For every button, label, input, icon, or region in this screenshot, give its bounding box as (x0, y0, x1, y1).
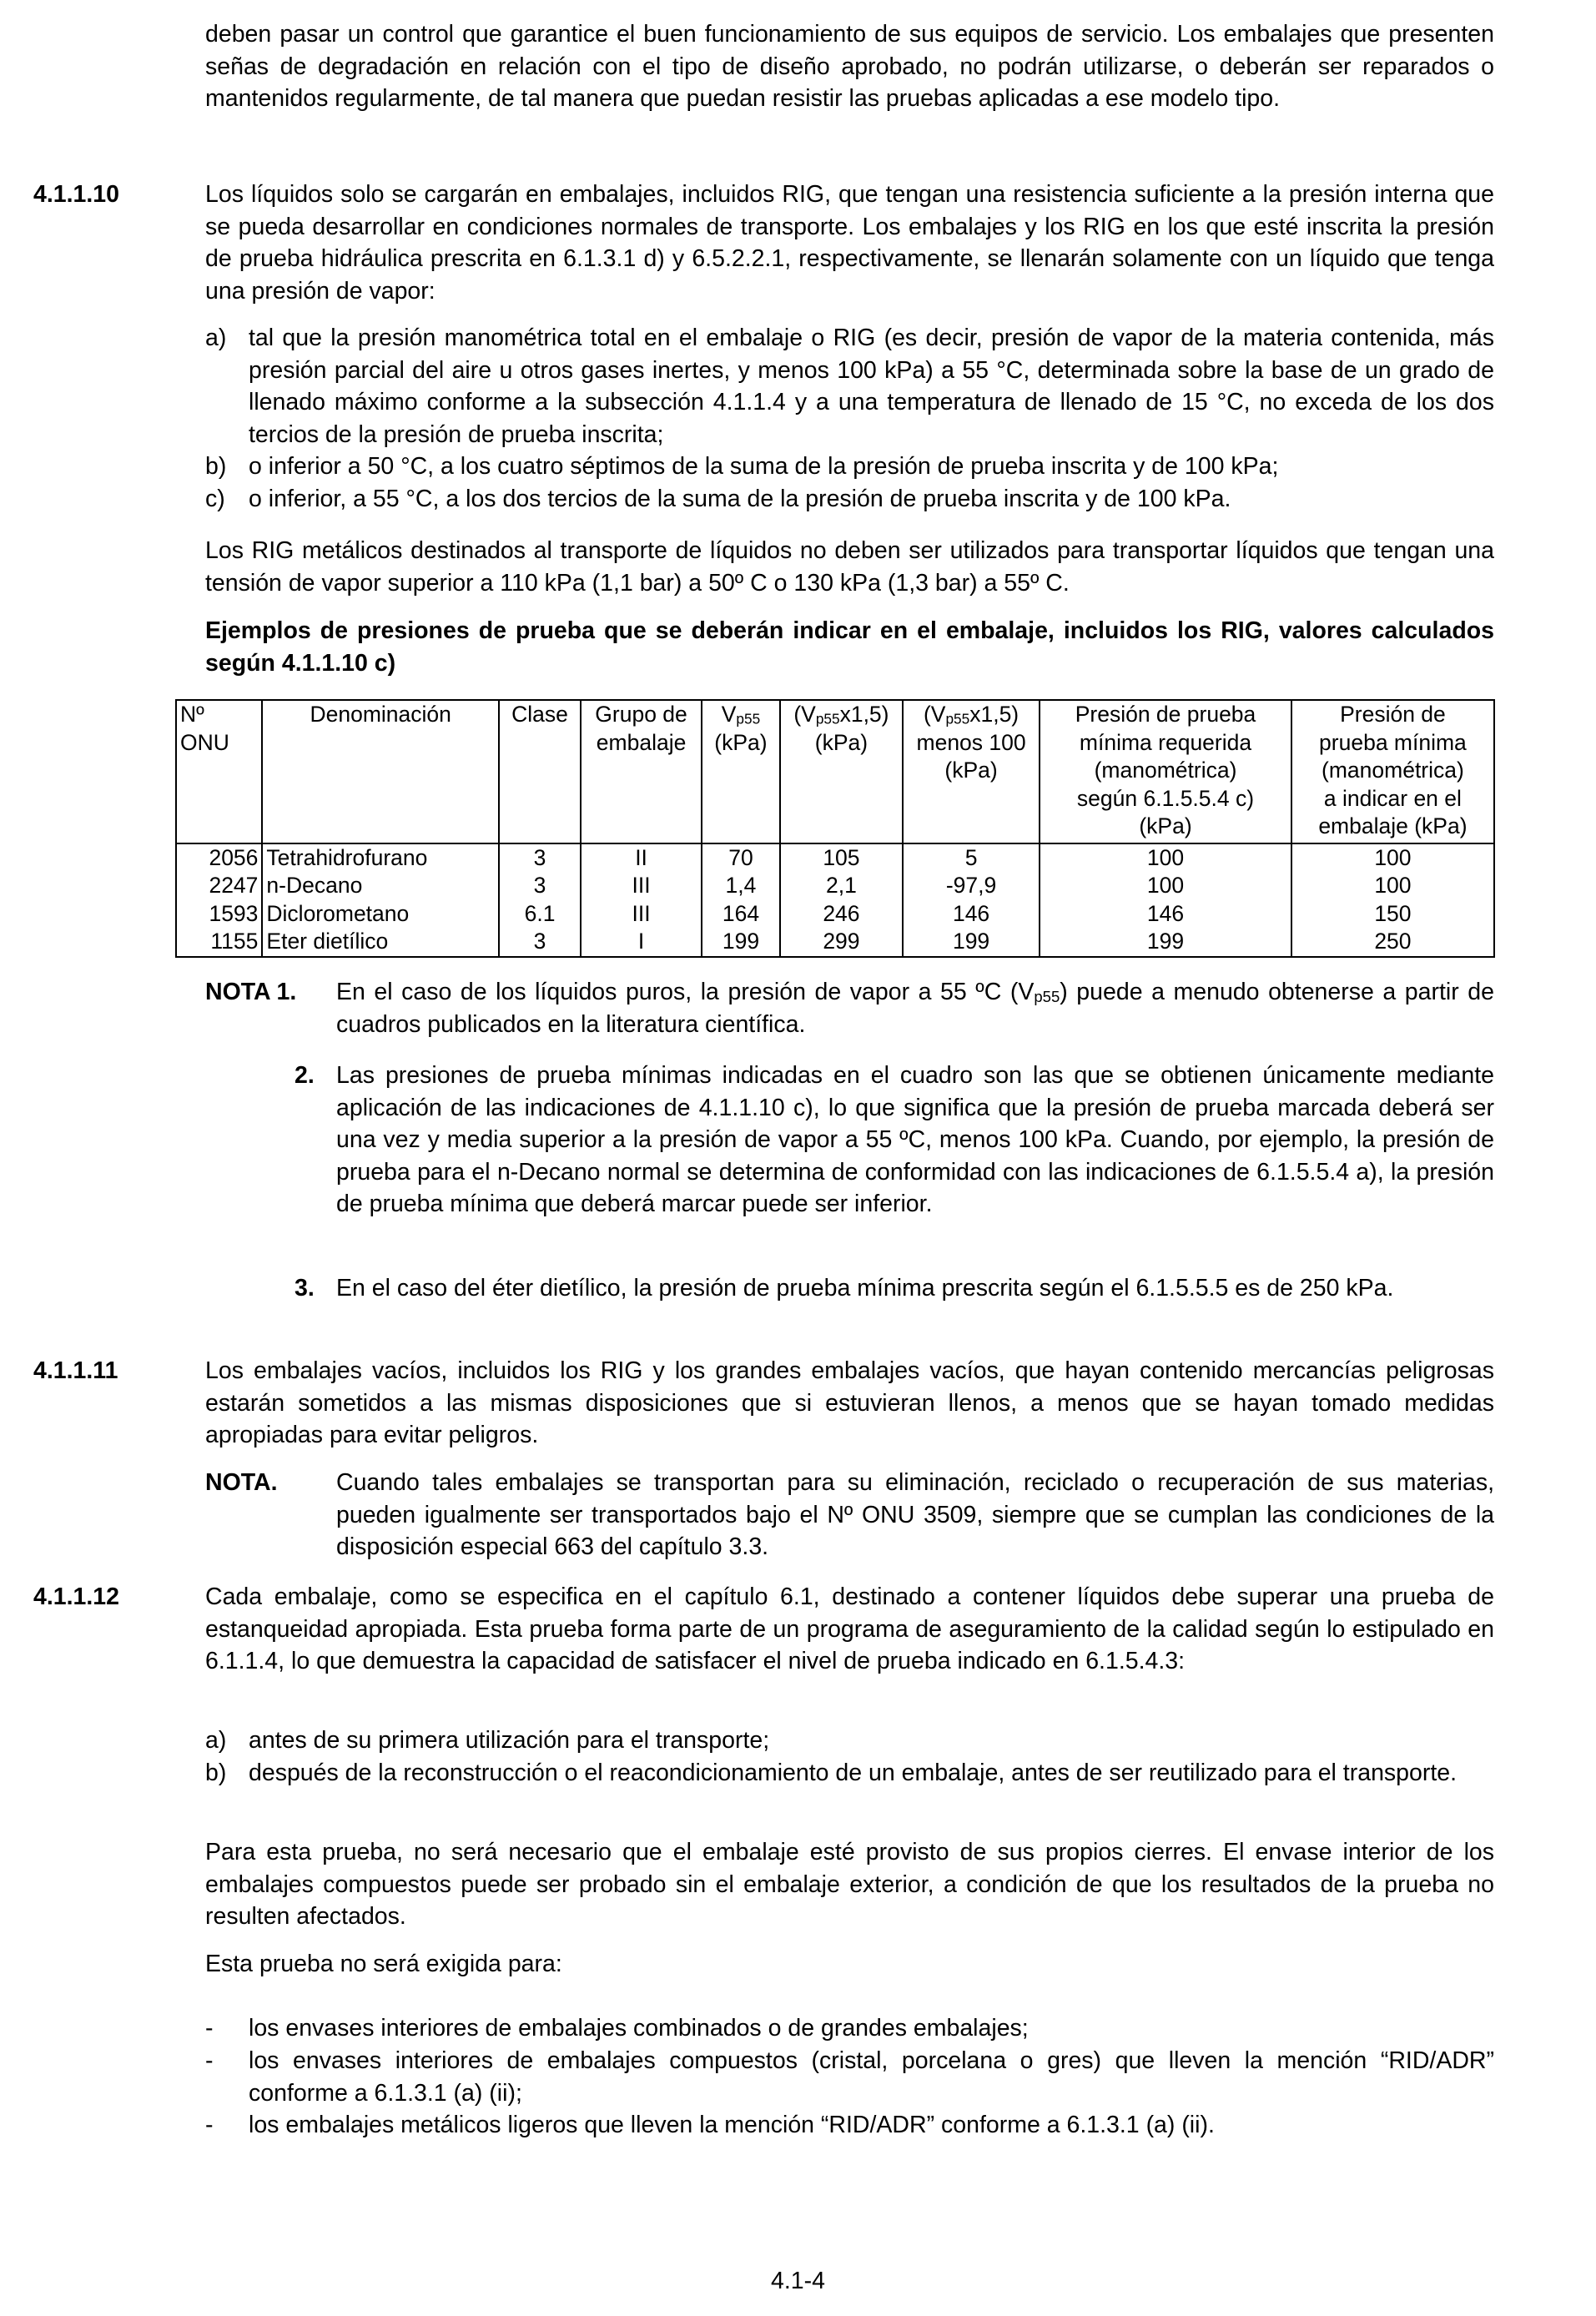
dash-list-item-label: - (205, 2047, 214, 2074)
col-header-vp55x15-menos-100: $(V_{p55}x1,5)$ menos 100 (kPa) (903, 700, 1040, 843)
list-item-text: tal que la presión manométrica total en el embalaje o RIG (es decir, presión de vapor de la materia contenida, más presión parcial del aire u otros gases inertes, y menos 100 kPa) a 55 °C, determinada sobre la base de un grado de llenado máximo conforme a la subsección 4.1.1.4 y a una temperatura de llenado de 15 °C, no exceda de los dos tercios de la presión de prueba inscrita; (249, 325, 1494, 448)
cell-vp55x15: 246 (780, 900, 903, 929)
note-nota (205, 1467, 1494, 1563)
table-title: Ejemplos de presiones de prueba que se deberán indicar en el embalaje, incluidos los RIG, valores calculados según 4.1.1.10 c) (205, 617, 1494, 677)
section-4-1-1-10-paragraph-2: Los RIG metálicos destinados al transporte de líquidos no deben ser utilizados para transportar líquidos que tengan una tensión de vapor superior a 110 kPa (1,1 bar) a 50º C o 130 kPa (1,3 bar) a 55º C. (205, 537, 1494, 597)
cell-denominacion: Eter dietílico (262, 928, 499, 957)
cell-menos-100: 199 (903, 928, 1040, 957)
note-nota-text: Cuando tales embalajes se transportan para su eliminación, reciclado o recuperación de sus materias, pueden igualmente ser transportados bajo el Nº ONU 3509, siempre que se cumplan las condiciones de la disposición especial 663 del capítulo 3.3. (336, 1469, 1494, 1560)
table-row (176, 928, 1494, 957)
table-row (176, 900, 1494, 929)
col-header-vp55x15: $(V_{p55}x1,5)$ (kPa) (780, 700, 903, 843)
section-4-1-1-12-paragraph-3: Esta prueba no será exigida para: (205, 1951, 562, 1977)
cell-presion-requerida: 199 (1040, 928, 1291, 957)
note-1 (205, 976, 1494, 1040)
list-item-label: b) (205, 453, 227, 480)
dash-list-item-text: los embalajes metálicos ligeros que lleven la mención “RID/ADR” conforme a 6.1.3.1 (a) (ii). (249, 2112, 1215, 2138)
table-header-row (176, 700, 1494, 843)
cell-clase: 3 (499, 928, 581, 957)
cell-onu: 2247 (176, 872, 262, 900)
section-4-1-1-10-paragraph: Los líquidos solo se cargarán en embalajes, incluidos RIG, que tengan una resistencia suficiente a la presión interna que se pueda desarrollar en condiciones normales de transporte. Los embalajes y los RIG en los que esté inscrita la presión de prueba hidráulica prescrita en 6.1.3.1 d) y 6.5.2.2.1, respectivamente, se llenarán solamente con un líquido que tenga una presión de vapor: (205, 181, 1494, 305)
table-row (176, 843, 1494, 873)
cell-vp55: 70 (702, 843, 780, 873)
list-item-label: b) (205, 1760, 227, 1786)
page-number: 4.1-4 (771, 2268, 825, 2294)
note-2 (205, 1060, 1494, 1221)
cell-vp55: 1,4 (702, 872, 780, 900)
cell-menos-100: 5 (903, 843, 1040, 873)
list-item-text: después de la reconstrucción o el reacondicionamiento de un embalaje, antes de ser reutilizado para el transporte. (249, 1760, 1458, 1786)
dash-list-item-text: los envases interiores de embalajes combinados o de grandes embalajes; (249, 2015, 1029, 2042)
section-number-4-1-1-11: 4.1.1.11 (33, 1357, 118, 1384)
cell-onu: 2056 (176, 843, 262, 873)
table-row (176, 872, 1494, 900)
cell-vp55x15: 299 (780, 928, 903, 957)
cell-denominacion: Diclorometano (262, 900, 499, 929)
col-header-presion-a-indicar: Presión de prueba mínima (manométrica) a indicar en el embalaje (kPa) (1291, 700, 1494, 843)
col-header-onu: Nº ONU (176, 700, 262, 843)
cell-vp55: 164 (702, 900, 780, 929)
dash-list-item (205, 2012, 1494, 2045)
cell-clase: 3 (499, 872, 581, 900)
list-item (205, 483, 1494, 516)
dash-list-item (205, 2045, 1494, 2109)
list-item-label: c) (205, 486, 225, 512)
note-3 (205, 1272, 1494, 1305)
list-item (205, 451, 1494, 483)
cell-grupo: I (581, 928, 702, 957)
col-header-denominacion: Denominación (262, 700, 499, 843)
note-2-label: 2. (295, 1062, 315, 1089)
note-3-label: 3. (295, 1275, 315, 1301)
col-header-grupo: Grupo de embalaje (581, 700, 702, 843)
list-item (205, 1724, 1494, 1757)
cell-presion-requerida: 100 (1040, 843, 1291, 873)
cell-clase: 6.1 (499, 900, 581, 929)
note-1-label: NOTA 1. (205, 979, 297, 1005)
cell-denominacion: n-Decano (262, 872, 499, 900)
col-header-vp55: $V_{p55}$ (kPa) (702, 700, 780, 843)
note-nota-label: NOTA. (205, 1469, 278, 1496)
cell-presion-requerida: 146 (1040, 900, 1291, 929)
cell-clase: 3 (499, 843, 581, 873)
section-number-4-1-1-12: 4.1.1.12 (33, 1583, 120, 1610)
cell-presion-indicar: 100 (1291, 872, 1494, 900)
dash-list-item (205, 2109, 1494, 2142)
list-item-label: a) (205, 325, 227, 351)
cell-menos-100: -97,9 (903, 872, 1040, 900)
cell-presion-requerida: 100 (1040, 872, 1291, 900)
list-item-label: a) (205, 1727, 227, 1754)
col-header-presion-minima-requerida: Presión de prueba mínima requerida (manométrica) según 6.1.5.5.4 c) (kPa) (1040, 700, 1291, 843)
list-item (205, 322, 1494, 451)
intro-paragraph: deben pasar un control que garantice el buen funcionamiento de sus equipos de servicio. Los embalajes que presenten señas de degradación en relación con el tipo de diseño aprobado, no podrán utilizarse, o deberán ser reparados o mantenidos regularmente, de tal manera que puedan resistir las pruebas aplicadas a ese modelo tipo. (205, 21, 1494, 112)
section-4-1-1-12-paragraph-2: Para esta prueba, no será necesario que el embalaje esté provisto de sus propios cierres. El envase interior de los embalajes compuestos puede ser probado sin el embalaje exterior, a condición de que los resultados de la prueba no resulten afectados. (205, 1839, 1494, 1930)
cell-vp55x15: 105 (780, 843, 903, 873)
note-3-text: En el caso del éter dietílico, la presión de prueba mínima prescrita según el 6.1.5.5.5 es de 250 kPa. (336, 1275, 1394, 1301)
col-header-clase: Clase (499, 700, 581, 843)
cell-menos-100: 146 (903, 900, 1040, 929)
cell-presion-indicar: 100 (1291, 843, 1494, 873)
note-2-text: Las presiones de prueba mínimas indicadas en el cuadro son las que se obtienen únicamente mediante aplicación de las indicaciones de 4.1.1.10 c), lo que significa que la presión de prueba marcada deberá ser una vez y media superior a la presión de vapor a 55 ºC, menos 100 kPa. Cuando, por ejemplo, la presión de prueba para el n-Decano normal se determina de conformidad con las indicaciones de 6.1.5.5.4 a), la presión de prueba mínima que deberá marcar puede ser inferior. (336, 1062, 1494, 1217)
cell-presion-indicar: 250 (1291, 928, 1494, 957)
cell-vp55: 199 (702, 928, 780, 957)
note-1-text: En el caso de los líquidos puros, la presión de vapor a 55 ºC $(V_{p55})$ puede a menudo obtenerse a partir de cuadros publicados en la literatura científica. (336, 979, 1494, 1038)
cell-presion-indicar: 150 (1291, 900, 1494, 929)
test-pressure-table (175, 699, 1495, 958)
cell-grupo: III (581, 872, 702, 900)
list-item-text: antes de su primera utilización para el transporte; (249, 1727, 770, 1754)
list-item (205, 1757, 1494, 1790)
cell-onu: 1593 (176, 900, 262, 929)
section-4-1-1-12-paragraph: Cada embalaje, como se especifica en el capítulo 6.1, destinado a contener líquidos debe superar una prueba de estanqueidad apropiada. Esta prueba forma parte de un programa de aseguramiento de la calidad según lo estipulado en 6.1.1.4, lo que demuestra la capacidad de satisfacer el nivel de prueba indicado en 6.1.5.4.3: (205, 1583, 1494, 1674)
cell-vp55x15: 2,1 (780, 872, 903, 900)
section-4-1-1-11-paragraph: Los embalajes vacíos, incluidos los RIG y los grandes embalajes vacíos, que hayan contenido mercancías peligrosas estarán sometidos a las mismas disposiciones que si estuvieran llenos, a menos que se hayan tomado medidas apropiadas para evitar peligros. (205, 1357, 1494, 1448)
cell-denominacion: Tetrahidrofurano (262, 843, 499, 873)
section-number-4-1-1-10: 4.1.1.10 (33, 181, 120, 208)
cell-grupo: II (581, 843, 702, 873)
dash-list-item-label: - (205, 2015, 214, 2042)
dash-list-item-label: - (205, 2112, 214, 2138)
cell-onu: 1155 (176, 928, 262, 957)
dash-list-item-text: los envases interiores de embalajes compuestos (cristal, porcelana o gres) que lleven la mención “RID/ADR” conforme a 6.1.3.1 (a) (ii); (249, 2047, 1494, 2107)
cell-grupo: III (581, 900, 702, 929)
list-item-text: o inferior a 50 °C, a los cuatro séptimos de la suma de la presión de prueba inscrita y de 100 kPa; (249, 453, 1279, 480)
list-item-text: o inferior, a 55 °C, a los dos tercios de la suma de la presión de prueba inscrita y de 100 kPa. (249, 486, 1231, 512)
